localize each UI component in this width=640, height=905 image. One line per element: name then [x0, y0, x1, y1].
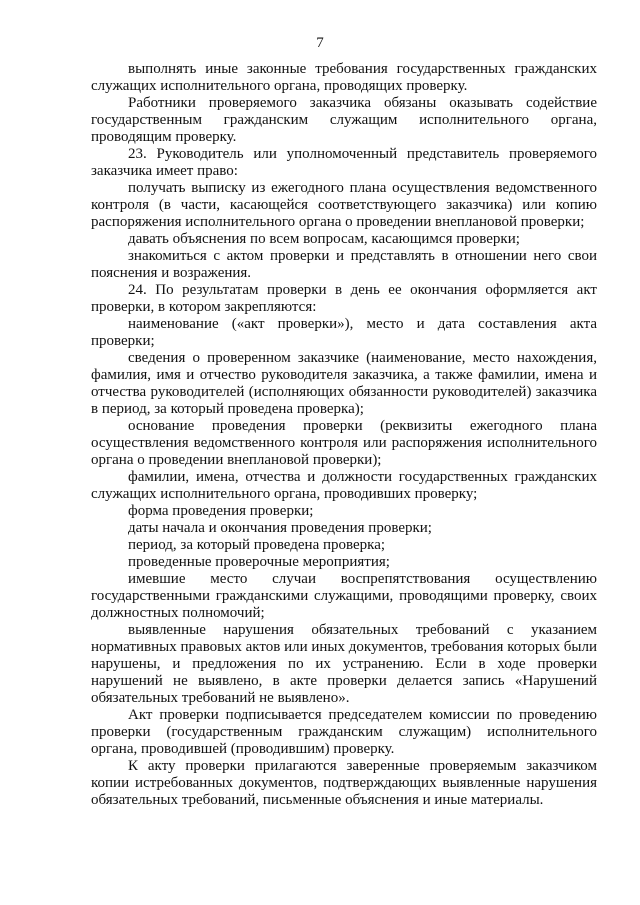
- paragraph: получать выписку из ежегодного плана осуществления ведомственного контроля (в части, касающейся соответствующего заказчика) или копию распоряжения исполнительного органа о проведении внеплановой проверки;: [91, 180, 597, 230]
- paragraph: проведенные проверочные мероприятия;: [128, 554, 390, 570]
- paragraph: выполнять иные законные требования государственных гражданских служащих исполнительного органа, проводящих проверку.: [91, 61, 597, 94]
- paragraph: знакомиться с актом проверки и представлять в отношении него свои пояснения и возражения.: [91, 248, 597, 281]
- paragraph: К акту проверки прилагаются заверенные проверяемым заказчиком копии истребованных документов, подтверждающих выявленные нарушения обязательных требований, письменные объяснения и иные материалы.: [91, 758, 597, 808]
- paragraph: выявленные нарушения обязательных требований с указанием нормативных правовых актов или иных документов, требования которых были нарушены, и предложения по их устранению. Если в ходе проверки нарушений не выявлено, в акте проверки делается запись «Нарушений обязательных требований не выявлено».: [91, 622, 597, 706]
- paragraph: 24. По результатам проверки в день ее окончания оформляется акт проверки, в котором закрепляются:: [91, 282, 597, 315]
- paragraph: даты начала и окончания проведения проверки;: [128, 520, 432, 536]
- document-body: [91, 61, 597, 809]
- paragraph: фамилии, имена, отчества и должности государственных гражданских служащих исполнительного органа, проводивших проверку;: [91, 469, 597, 502]
- paragraph: период, за который проведена проверка;: [128, 537, 386, 553]
- paragraph: основание проведения проверки (реквизиты ежегодного плана осуществления ведомственного контроля или распоряжения исполнительного органа о проведении внеплановой проверки);: [91, 418, 597, 468]
- paragraph: форма проведения проверки;: [128, 503, 314, 519]
- paragraph: имевшие место случаи воспрепятствования осуществлению государственными гражданскими служащими, проводящими проверку, своих должностных полномочий;: [91, 571, 597, 621]
- paragraph: Акт проверки подписывается председателем комиссии по проведению проверки (государственным гражданским служащим) исполнительного органа, проводившей (проводившим) проверку.: [91, 707, 597, 757]
- paragraph: наименование («акт проверки»), место и дата составления акта проверки;: [91, 316, 597, 349]
- paragraph: Работники проверяемого заказчика обязаны оказывать содействие государственным гражданским служащим исполнительного органа, проводящим проверку.: [91, 95, 597, 145]
- paragraph: давать объяснения по всем вопросам, касающимся проверки;: [128, 231, 520, 247]
- paragraph: 23. Руководитель или уполномоченный представитель проверяемого заказчика имеет право:: [91, 146, 597, 179]
- page-number: 7: [316, 35, 324, 51]
- paragraph: сведения о проверенном заказчике (наименование, место нахождения, фамилия, имя и отчество руководителя заказчика, а также фамилии, имена и отчества руководителей (исполняющих обязанности руководителей) заказчика в период, за который проведена проверка);: [91, 350, 597, 417]
